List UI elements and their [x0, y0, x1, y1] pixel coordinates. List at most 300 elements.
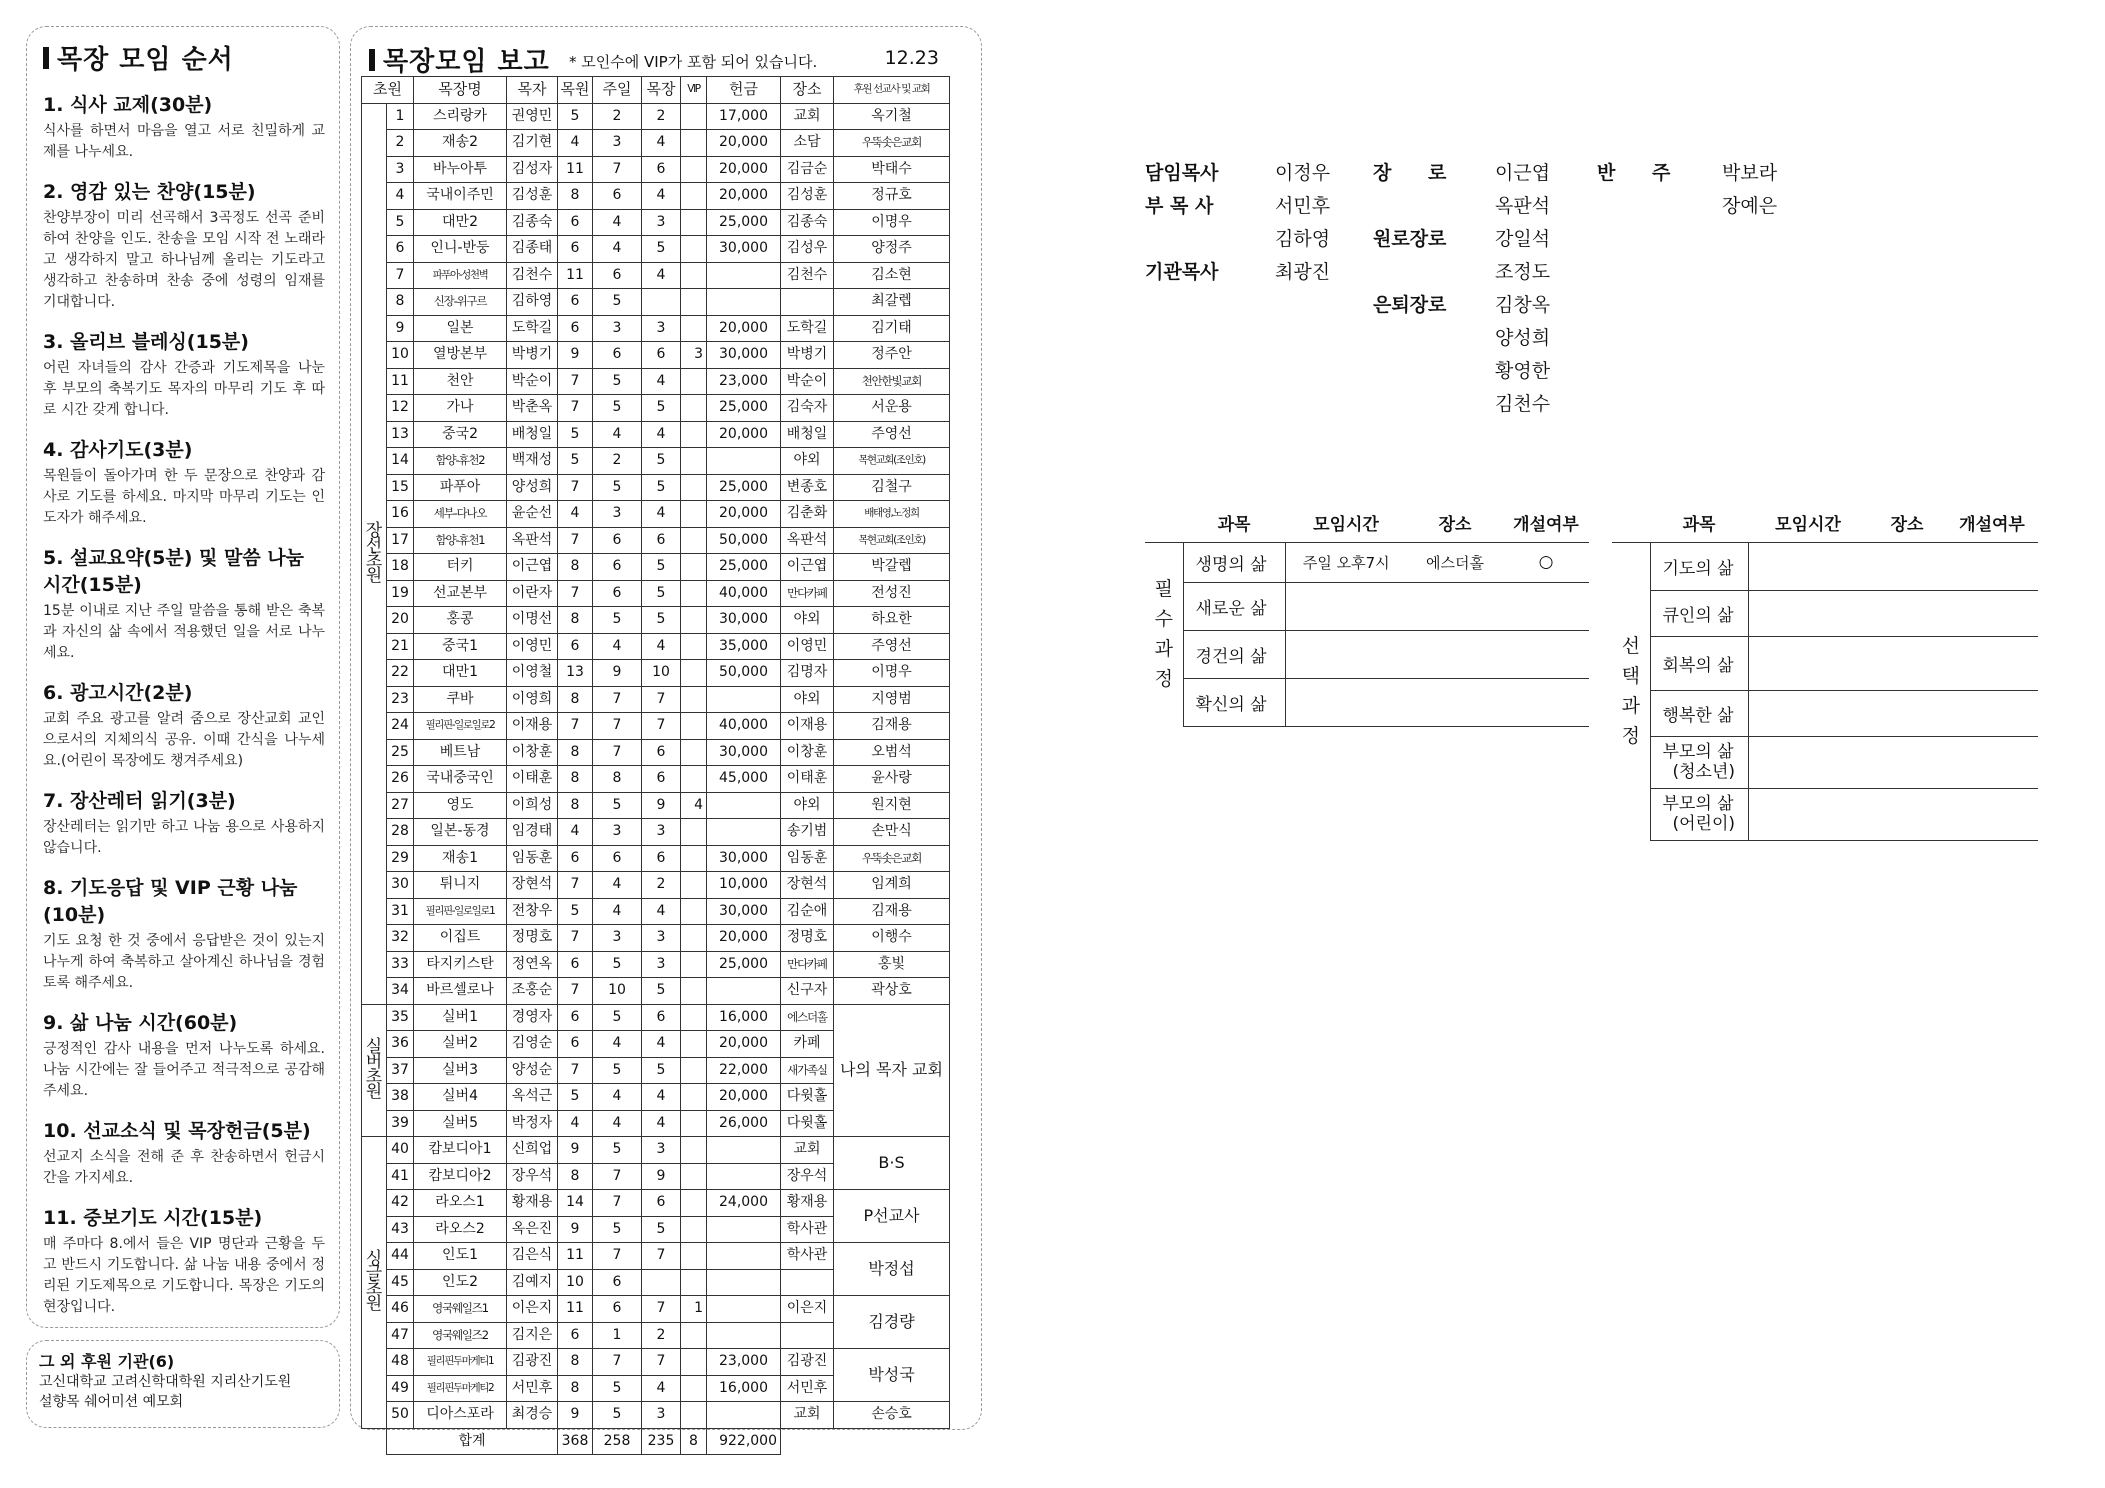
order-item-title: 5. 설교요약(5분) 및 말씀 나눔 시간(15분): [43, 547, 305, 596]
course-name-text: 회복의 삶: [1662, 655, 1734, 676]
cell-sponsor-merged: B·S: [834, 1137, 950, 1190]
cell-place: 이태훈: [781, 766, 834, 793]
order-item-title: 8. 기도응답 및 VIP 근황 나눔(10분): [43, 877, 298, 926]
course-open: [1946, 636, 2038, 690]
cell-meeting: 3: [642, 925, 681, 952]
cell-meeting: 4: [642, 421, 681, 448]
cell-vip: [681, 1269, 707, 1296]
required-label-char: 과: [1154, 638, 1173, 661]
table-row: [362, 1243, 950, 1270]
cell-members: 6: [558, 1031, 593, 1058]
cell-meeting: 5: [642, 1216, 681, 1243]
cell-name: 일본-동경: [414, 819, 507, 846]
elder-name-1: 이근엽: [1495, 162, 1551, 184]
cell-place: 에스더홀: [781, 1004, 834, 1031]
course-row: [1612, 690, 2038, 736]
cell-name: 바누아투: [414, 156, 507, 183]
cell-no: 10: [387, 342, 414, 369]
table-row: [362, 262, 950, 289]
table-row: [362, 1190, 950, 1217]
sponsors-title: 그 외 후원 기관(6): [39, 1352, 175, 1371]
cell-meeting: 4: [642, 1084, 681, 1111]
order-item: [43, 177, 325, 313]
cell-no: 2: [387, 130, 414, 157]
cell-leader: 임동훈: [507, 845, 558, 872]
course-row: [1145, 542, 1589, 582]
cell-offering: 16,000: [707, 1375, 781, 1402]
course-header-blank: [1612, 504, 1650, 542]
retired-elder-name-4: 김천수: [1495, 393, 1551, 415]
cell-sponsor: 이명우: [834, 660, 950, 687]
cell-vip: [681, 766, 707, 793]
cell-no: 31: [387, 898, 414, 925]
course-time: [1748, 636, 1868, 690]
cell-no: 5: [387, 209, 414, 236]
cell-sunday: 9: [593, 660, 642, 687]
cell-leader: 김기현: [507, 130, 558, 157]
cell-leader: 옥석근: [507, 1084, 558, 1111]
cell-vip: [681, 1322, 707, 1349]
accompanist-label: 반 주: [1597, 162, 1671, 184]
order-item: [43, 435, 325, 529]
cell-name: 인도1: [414, 1243, 507, 1270]
cell-name: 영도: [414, 792, 507, 819]
cell-name: 선교본부: [414, 580, 507, 607]
order-item: [43, 1116, 325, 1189]
cell-sunday: 4: [593, 872, 642, 899]
course-time: [1748, 690, 1868, 736]
cell-no: 6: [387, 236, 414, 263]
cell-place: 이창훈: [781, 739, 834, 766]
cell-meeting: 4: [642, 633, 681, 660]
header-col-members: 목원: [558, 77, 593, 104]
cell-members: 4: [558, 501, 593, 528]
cell-members: 7: [558, 872, 593, 899]
cell-members: 13: [558, 660, 593, 687]
table-row: [362, 395, 950, 422]
cell-place: 카페: [781, 1031, 834, 1058]
cell-name: 파푸아: [414, 474, 507, 501]
required-label-char: 필: [1154, 578, 1173, 601]
cell-sunday: 5: [593, 1137, 642, 1164]
cell-place: [781, 1322, 834, 1349]
cell-members: 7: [558, 713, 593, 740]
report-header: [369, 41, 969, 77]
table-row: [362, 686, 950, 713]
order-item-desc: 기도 요청 한 것 중에서 응답받은 것이 있는지 나누게 하여 축복하고 살아계신 하나님을 경험토록 해주세요.: [43, 933, 325, 991]
cell-offering: [707, 1137, 781, 1164]
cell-no: 45: [387, 1269, 414, 1296]
cell-vip: [681, 925, 707, 952]
cell-name: 열방본부: [414, 342, 507, 369]
cell-sponsor: 손승호: [834, 1402, 950, 1429]
cell-sponsor: 임계희: [834, 872, 950, 899]
cell-sunday: 2: [593, 103, 642, 130]
cell-sunday: 5: [593, 474, 642, 501]
order-item: [43, 1008, 325, 1102]
cell-sponsor-merged: 박정섭: [834, 1243, 950, 1296]
cell-place: 김명자: [781, 660, 834, 687]
cell-meeting: 7: [642, 713, 681, 740]
cell-no: 12: [387, 395, 414, 422]
course-header-open: 개설여부: [1946, 504, 2038, 542]
cell-meeting: 4: [642, 1375, 681, 1402]
cell-sponsor: 김소현: [834, 262, 950, 289]
cell-sunday: 4: [593, 1110, 642, 1137]
cell-place: 김순애: [781, 898, 834, 925]
order-item-title: 9. 삶 나눔 시간(60분): [43, 1012, 238, 1034]
cell-sunday: 7: [593, 1349, 642, 1376]
cell-sunday: 4: [593, 1031, 642, 1058]
cell-sunday: 6: [593, 183, 642, 210]
cell-place: 야외: [781, 607, 834, 634]
cell-offering: [707, 978, 781, 1005]
table-row: [362, 130, 950, 157]
cell-members: 6: [558, 845, 593, 872]
cell-name: 대만2: [414, 209, 507, 236]
table-row: [362, 236, 950, 263]
totals-cell: 258: [593, 1428, 642, 1455]
course-name: 경건의 삶: [1183, 630, 1285, 678]
staff-directory: [1145, 158, 1805, 418]
course-name: [1650, 636, 1748, 690]
cell-no: 29: [387, 845, 414, 872]
cell-members: 9: [558, 1402, 593, 1429]
cell-name: 재송1: [414, 845, 507, 872]
table-row: [362, 660, 950, 687]
header-col-leader: 목자: [507, 77, 558, 104]
cell-members: 6: [558, 633, 593, 660]
cell-offering: 30,000: [707, 607, 781, 634]
cell-meeting: 7: [642, 1296, 681, 1323]
cell-leader: 이태훈: [507, 766, 558, 793]
course-name-text: 부모의 삶: [1662, 742, 1734, 762]
cell-name: 인도2: [414, 1269, 507, 1296]
cell-offering: 30,000: [707, 898, 781, 925]
cell-sponsor: 김기태: [834, 315, 950, 342]
cell-offering: 30,000: [707, 236, 781, 263]
cell-sunday: 5: [593, 368, 642, 395]
cell-name: 파푸아-성천벽: [414, 262, 507, 289]
cell-offering: [707, 819, 781, 846]
header-col-name: 목장명: [414, 77, 507, 104]
required-course-label: [1145, 542, 1183, 726]
cell-leader: 정명호: [507, 925, 558, 952]
cell-offering: 20,000: [707, 925, 781, 952]
cell-sponsor: 배태영,노정희: [834, 501, 950, 528]
cell-vip: [681, 289, 707, 316]
cell-sunday: 5: [593, 1402, 642, 1429]
cell-sponsor: 이명우: [834, 209, 950, 236]
cell-offering: 20,000: [707, 1084, 781, 1111]
course-open: [1946, 542, 2038, 590]
cell-sunday: 3: [593, 315, 642, 342]
group-label: 싱 글 초 원: [362, 1137, 387, 1429]
cell-no: 23: [387, 686, 414, 713]
cell-members: 6: [558, 236, 593, 263]
cell-meeting: 2: [642, 1322, 681, 1349]
cell-leader: 김종태: [507, 236, 558, 263]
order-item-desc: 장산레터는 읽기만 하고 나눔 용으로 사용하지 않습니다.: [43, 819, 325, 856]
cell-sunday: 6: [593, 527, 642, 554]
table-row: [362, 925, 950, 952]
cell-vip: [681, 156, 707, 183]
cell-offering: 45,000: [707, 766, 781, 793]
cell-members: 7: [558, 978, 593, 1005]
cell-sunday: 3: [593, 819, 642, 846]
senior-elder-label: 원로장로: [1373, 228, 1447, 250]
cell-no: 41: [387, 1163, 414, 1190]
cell-place: 도학길: [781, 315, 834, 342]
cell-name: 국내중국인: [414, 766, 507, 793]
cell-sunday: 4: [593, 898, 642, 925]
cell-sponsor: 원지현: [834, 792, 950, 819]
cell-offering: 23,000: [707, 1349, 781, 1376]
cell-leader: 신희업: [507, 1137, 558, 1164]
course-time: 주일 오후7시: [1285, 542, 1407, 582]
cell-meeting: 5: [642, 607, 681, 634]
cell-meeting: 4: [642, 368, 681, 395]
cell-sponsor-merged: 김경량: [834, 1296, 950, 1349]
cell-leader: 전창우: [507, 898, 558, 925]
cell-leader: 장현석: [507, 872, 558, 899]
group-label: 장 선 초 원: [362, 103, 387, 1004]
table-row: [362, 792, 950, 819]
order-item-desc: 찬양부장이 미리 선곡해서 3곡정도 선곡 준비하여 찬양을 인도. 찬송을 모임 시작 전 노래라고 생각하지 말고 하나님께 올리는 기도라고 생각하고 찬송하며 찬송 중에 성령의 임재를 기대합니다.: [43, 210, 325, 310]
group-label: 실 버 초 원: [362, 1004, 387, 1137]
cell-sunday: 3: [593, 501, 642, 528]
report-note: * 모인수에 VIP가 포함 되어 있습니다.: [569, 53, 818, 71]
cell-offering: [707, 262, 781, 289]
cell-place: 야외: [781, 686, 834, 713]
cell-leader: 옥은진: [507, 1216, 558, 1243]
cell-members: 6: [558, 209, 593, 236]
course-header-place: 장소: [1407, 504, 1503, 542]
cell-vip: [681, 474, 707, 501]
cell-sponsor: 옥기철: [834, 103, 950, 130]
cell-vip: [681, 1137, 707, 1164]
cell-name: 천안: [414, 368, 507, 395]
cell-meeting: 6: [642, 156, 681, 183]
cell-name: 베트남: [414, 739, 507, 766]
course-open: [1503, 630, 1589, 678]
table-row: [362, 1349, 950, 1376]
cell-vip: [681, 633, 707, 660]
cell-leader: 이희성: [507, 792, 558, 819]
course-row: [1612, 736, 2038, 788]
cell-members: 4: [558, 130, 593, 157]
cell-offering: 35,000: [707, 633, 781, 660]
table-row: [362, 315, 950, 342]
cell-name: 실버5: [414, 1110, 507, 1137]
table-row: [362, 527, 950, 554]
cell-name: 홍콩: [414, 607, 507, 634]
report-header-row: [362, 77, 950, 104]
cell-members: 11: [558, 262, 593, 289]
cell-sunday: 6: [593, 580, 642, 607]
cell-vip: [681, 183, 707, 210]
course-open: [1946, 736, 2038, 788]
cell-place: 박순이: [781, 368, 834, 395]
cell-members: 9: [558, 1137, 593, 1164]
course-place: [1868, 542, 1946, 590]
cell-sponsor-merged: 박성국: [834, 1349, 950, 1402]
elective-label-char: 정: [1621, 725, 1640, 748]
cell-name: 필리핀-일로일로2: [414, 713, 507, 740]
cell-place: 신구자: [781, 978, 834, 1005]
cell-leader: 이은지: [507, 1296, 558, 1323]
cell-sunday: 5: [593, 951, 642, 978]
cell-offering: [707, 1269, 781, 1296]
cell-sponsor: 우뚝솟은교회: [834, 845, 950, 872]
cell-place: 박병기: [781, 342, 834, 369]
sponsors-line-2: 설향목 쉐어미션 예모회: [39, 1394, 184, 1410]
table-row: [362, 289, 950, 316]
course-header-place: 장소: [1868, 504, 1946, 542]
cell-sunday: 6: [593, 1269, 642, 1296]
cell-leader: 김종숙: [507, 209, 558, 236]
cell-vip: [681, 1190, 707, 1217]
cell-sponsor: 이행수: [834, 925, 950, 952]
cell-sunday: 5: [593, 395, 642, 422]
course-time: [1748, 590, 1868, 636]
totals-label: 합계: [387, 1428, 558, 1455]
course-open: ○: [1503, 542, 1589, 582]
course-name-sub: (청소년): [1672, 762, 1736, 782]
report-heading: [369, 41, 550, 78]
cell-leader: 박정자: [507, 1110, 558, 1137]
cell-members: 6: [558, 1004, 593, 1031]
report-date: 12.23: [884, 47, 939, 69]
totals-row: [362, 1428, 950, 1455]
cell-name: 국내이주민: [414, 183, 507, 210]
cell-members: 8: [558, 554, 593, 581]
cell-place: 정명호: [781, 925, 834, 952]
cell-no: 13: [387, 421, 414, 448]
cell-offering: [707, 289, 781, 316]
cell-vip: [681, 660, 707, 687]
cell-offering: 20,000: [707, 183, 781, 210]
course-row: [1612, 590, 2038, 636]
cell-name: 함양-휴천2: [414, 448, 507, 475]
cell-offering: [707, 1296, 781, 1323]
cell-vip: [681, 395, 707, 422]
cell-no: 19: [387, 580, 414, 607]
cell-name: 실버4: [414, 1084, 507, 1111]
cell-place: 김광진: [781, 1349, 834, 1376]
meeting-order-panel: [26, 26, 340, 1328]
cell-place: 김성훈: [781, 183, 834, 210]
cell-leader: 윤순선: [507, 501, 558, 528]
meeting-order-heading: [43, 39, 325, 76]
cell-leader: 황재용: [507, 1190, 558, 1217]
cell-no: 44: [387, 1243, 414, 1270]
table-row: [362, 872, 950, 899]
course-header-subject: 과목: [1183, 504, 1285, 542]
cell-name: 실버3: [414, 1057, 507, 1084]
order-item: [43, 543, 325, 664]
cell-no: 1: [387, 103, 414, 130]
cell-name: 영국웨일즈1: [414, 1296, 507, 1323]
cell-sunday: 5: [593, 1004, 642, 1031]
cell-leader: 박춘옥: [507, 395, 558, 422]
course-name: [1650, 590, 1748, 636]
cell-offering: 30,000: [707, 342, 781, 369]
elective-label-char: 과: [1621, 695, 1640, 718]
course-place: 에스더홀: [1407, 542, 1503, 582]
table-row: [362, 1402, 950, 1429]
cell-members: 8: [558, 739, 593, 766]
cell-meeting: 5: [642, 1057, 681, 1084]
course-header-blank: [1145, 504, 1183, 542]
cell-members: 8: [558, 1349, 593, 1376]
cell-sponsor: 최갈렙: [834, 289, 950, 316]
cell-members: 10: [558, 1269, 593, 1296]
cell-members: 7: [558, 580, 593, 607]
cell-meeting: 4: [642, 501, 681, 528]
cell-no: 30: [387, 872, 414, 899]
cell-sunday: 7: [593, 1243, 642, 1270]
course-row: [1612, 542, 2038, 590]
cell-no: 27: [387, 792, 414, 819]
cell-leader: 김은식: [507, 1243, 558, 1270]
cell-name: 중국1: [414, 633, 507, 660]
cell-sunday: 5: [593, 1216, 642, 1243]
cell-leader: 이재용: [507, 713, 558, 740]
cell-place: 이영민: [781, 633, 834, 660]
cell-meeting: 3: [642, 1402, 681, 1429]
cell-sunday: 3: [593, 130, 642, 157]
cell-vip: [681, 580, 707, 607]
cell-sponsor: 박갈렙: [834, 554, 950, 581]
cell-offering: 26,000: [707, 1110, 781, 1137]
cell-leader: 김지은: [507, 1322, 558, 1349]
cell-leader: 김영순: [507, 1031, 558, 1058]
cell-vip: [681, 1110, 707, 1137]
table-row: [362, 474, 950, 501]
cell-vip: [681, 315, 707, 342]
table-row: [362, 421, 950, 448]
institution-pastor-label: 기관목사: [1145, 261, 1219, 283]
cell-place: 이근엽: [781, 554, 834, 581]
cell-sponsor-merged: 나의 목자 교회: [834, 1004, 950, 1137]
associate-pastor-name-2: 김하영: [1275, 228, 1331, 250]
table-row: [362, 103, 950, 130]
cell-members: 8: [558, 1163, 593, 1190]
order-item: [43, 90, 325, 163]
cell-vip: [681, 1031, 707, 1058]
meeting-order-list: [43, 90, 325, 1318]
cell-name: 라오스2: [414, 1216, 507, 1243]
cell-meeting: 6: [642, 845, 681, 872]
cell-sunday: 5: [593, 289, 642, 316]
cell-vip: [681, 209, 707, 236]
cell-offering: [707, 1216, 781, 1243]
table-row: [362, 156, 950, 183]
course-name-sub: (어린이): [1672, 814, 1736, 834]
cell-meeting: 6: [642, 1190, 681, 1217]
cell-sunday: 8: [593, 766, 642, 793]
course-name: [1650, 542, 1748, 590]
cell-place: 배청일: [781, 421, 834, 448]
table-row: [362, 951, 950, 978]
cell-offering: 22,000: [707, 1057, 781, 1084]
cell-members: 8: [558, 183, 593, 210]
cell-sunday: 7: [593, 739, 642, 766]
cell-offering: 40,000: [707, 713, 781, 740]
cell-members: 7: [558, 925, 593, 952]
cell-meeting: 2: [642, 103, 681, 130]
